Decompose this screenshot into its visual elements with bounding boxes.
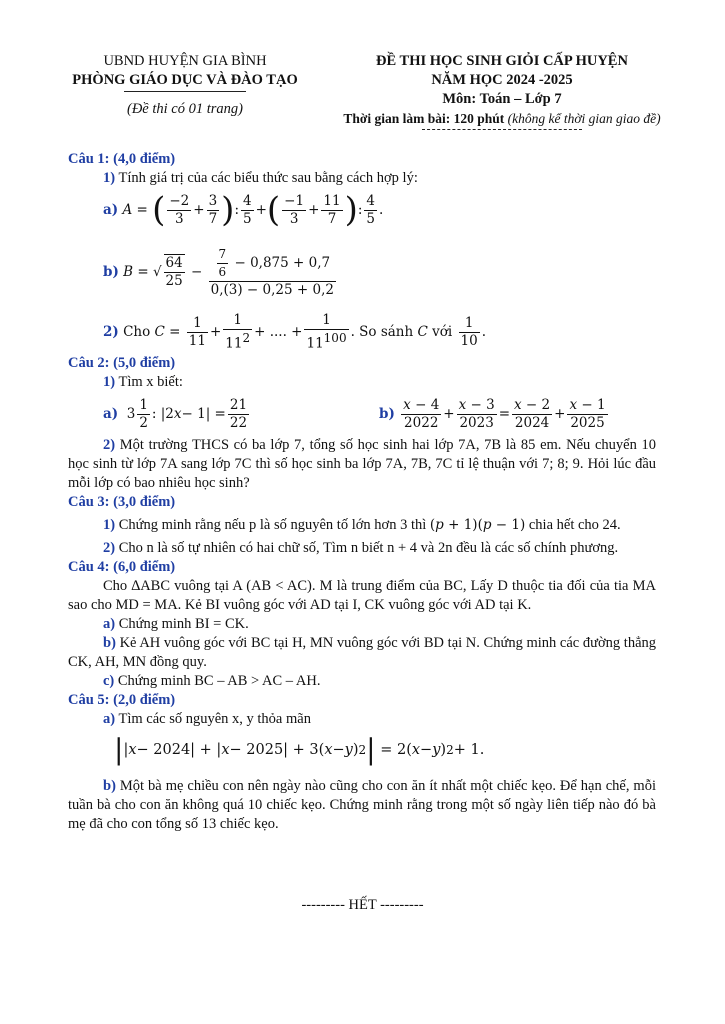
expression-b: b) B = √ $\frac{64}{25}$ − $\frac{7}{6}$ − 0,875 + 0,7 0,(3) − 0,25 + 0,2 — [103, 246, 334, 298]
question-1-part-1 — [68, 169, 656, 188]
exam-content — [68, 150, 656, 834]
item-label: a) — [103, 405, 119, 422]
question-1-part-2: 2) Cho C = $\frac{1}{11}$ + $\frac{1}{11^2}$ + .... + $\frac{1}{11^{100}}$ . So sánh C với $\frac{1}{10}$ . — [103, 311, 486, 352]
part-text: chia hết cho 24. — [528, 517, 621, 533]
question-4-part-c — [68, 672, 656, 691]
department-name: PHÒNG GIÁO DỤC VÀ ĐÀO TẠO — [72, 72, 298, 88]
part-text: với — [432, 323, 453, 340]
header-left — [40, 52, 330, 119]
part-label: 2) — [103, 540, 116, 556]
part-text: . So sánh — [350, 323, 414, 340]
subject: Môn: Toán – Lớp 7 — [442, 91, 562, 107]
part-text: Tính giá trị của các biểu thức sau bằng cách hợp lý: — [118, 170, 418, 186]
part-label: 1) — [103, 170, 116, 186]
part-label: 1) — [103, 374, 116, 390]
part-label: 1) — [103, 517, 116, 533]
part-label: b) — [103, 635, 116, 651]
header-left-rule — [124, 91, 246, 92]
question-3-part-1: 1) Chứng minh rằng nếu p là số nguyên tố lớn hơn 3 thì (p + 1)(p − 1) chia hết cho 24. — [103, 517, 621, 533]
question-2-part-1 — [68, 373, 656, 392]
question-5-title: Câu 5: (2,0 điểm) — [68, 692, 176, 708]
end-marker: --------- HẾT --------- — [301, 897, 424, 913]
item-label: b) — [379, 405, 395, 422]
equation-row: a) 3 $\frac{1}{2}$ : |2 x − 1| = $\frac{21}{22}$ b) $\frac{x - 4}{2022}$ + $\frac{x - 3}{2023}$ = $\frac{x - 2}{2024}$ + $\frac{x - 1}{2025}$ — [103, 396, 606, 431]
question-3-part-2 — [68, 539, 656, 558]
header-right-rule — [422, 129, 582, 130]
question-4-title: Câu 4: (6,0 điểm) — [68, 559, 176, 575]
part-text: Kẻ AH vuông góc với BC tại H, MN vuông góc với BD tại N. Chứng minh các đường thẳng CK, AH, MN đồng quy. — [68, 635, 657, 670]
time-label: Thời gian làm bài: 120 phút — [343, 111, 505, 126]
time-line — [322, 109, 682, 128]
question-4-part-a — [68, 615, 656, 634]
expression-a: a) A = ( $\frac{-2}{3}$ + $\frac{3}{7}$ ) : $\frac{4}{5}$ + ( $\frac{-1}{3}$ + $\frac{11}{7}$ ) : $\frac{4}{5}$ . — [103, 190, 384, 230]
school-year: NĂM HỌC 2024 -2025 — [431, 72, 573, 88]
part-label: c) — [103, 673, 115, 689]
question-2-part-2 — [68, 436, 656, 493]
equation-5a: | | x − 2024| + | x − 2025| + 3( x − y ) 2 | = 2( x − y ) 2 + 1. — [114, 733, 485, 766]
item-label: a) — [103, 201, 119, 218]
question-1-title: Câu 1: (4,0 điểm) — [68, 151, 176, 167]
part-text: Một bà mẹ chiều con nên ngày nào cũng cho con ăn ít nhất một chiếc kẹo. Để hạn chế, mỗi tuần bà cho con ăn không quá 10 chiếc kẹo. Chứng minh rằng trong một số ngày liên tiếp nào đó bà mẹ đã cho con tổng số 13 chiếc kẹo. — [68, 778, 656, 832]
part-text: Tìm x biết: — [118, 374, 183, 390]
part-label: 2) — [103, 323, 119, 340]
question-2-title: Câu 2: (5,0 điểm) — [68, 355, 176, 371]
part-text: Một trường THCS có ba lớp 7, tổng số học sinh hai lớp 7A, 7B là 85 em. Nếu chuyển 10 học sinh từ lớp 7A sang lớp 7C thì số học sinh ba lớp 7A, 7B, 7C tỉ lệ thuận với 7; 8; 9. Hỏi lúc đầu mỗi lớp có bao nhiêu học sinh? — [68, 437, 657, 491]
time-note: (không kể thời gian giao đề) — [507, 111, 661, 126]
part-label: 2) — [103, 437, 116, 453]
question-3-title: Câu 3: (3,0 điểm) — [68, 494, 176, 510]
part-label: a) — [103, 616, 116, 632]
part-label: b) — [103, 778, 116, 794]
part-text: Chứng minh BC – AB > AC – AH. — [117, 673, 321, 689]
part-text: Chứng minh rằng nếu p là số nguyên tố lớn hơn 3 thì — [118, 517, 427, 533]
district-name: UBND HUYỆN GIA BÌNH — [103, 53, 267, 69]
part-label: a) — [103, 711, 116, 727]
question-5-part-a — [68, 710, 656, 729]
question-4-intro: Cho ∆ABC vuông tại A (AB < AC). M là trung điểm của BC, Lấy D thuộc tia đối của tia MA sao cho MD = MA. Kẻ BI vuông góc với AD tại I, CK vuông góc với AD tại K. — [68, 578, 656, 613]
part-text: Chứng minh BI = CK. — [118, 616, 249, 632]
item-label: b) — [103, 263, 119, 280]
exam-title: ĐỀ THI HỌC SINH GIỎI CẤP HUYỆN — [376, 53, 628, 69]
part-text: Tìm các số nguyên x, y thỏa mãn — [118, 711, 311, 727]
part-text: Cho n là số tự nhiên có hai chữ số, Tìm n biết n + 4 và 2n đều là các số chính phương. — [118, 540, 619, 556]
part-text: Cho — [123, 323, 151, 340]
page-count-note: (Đề thi có 01 trang) — [127, 101, 243, 117]
question-5-part-b — [68, 777, 656, 834]
header-right — [322, 52, 682, 130]
question-4-part-b — [68, 634, 656, 672]
